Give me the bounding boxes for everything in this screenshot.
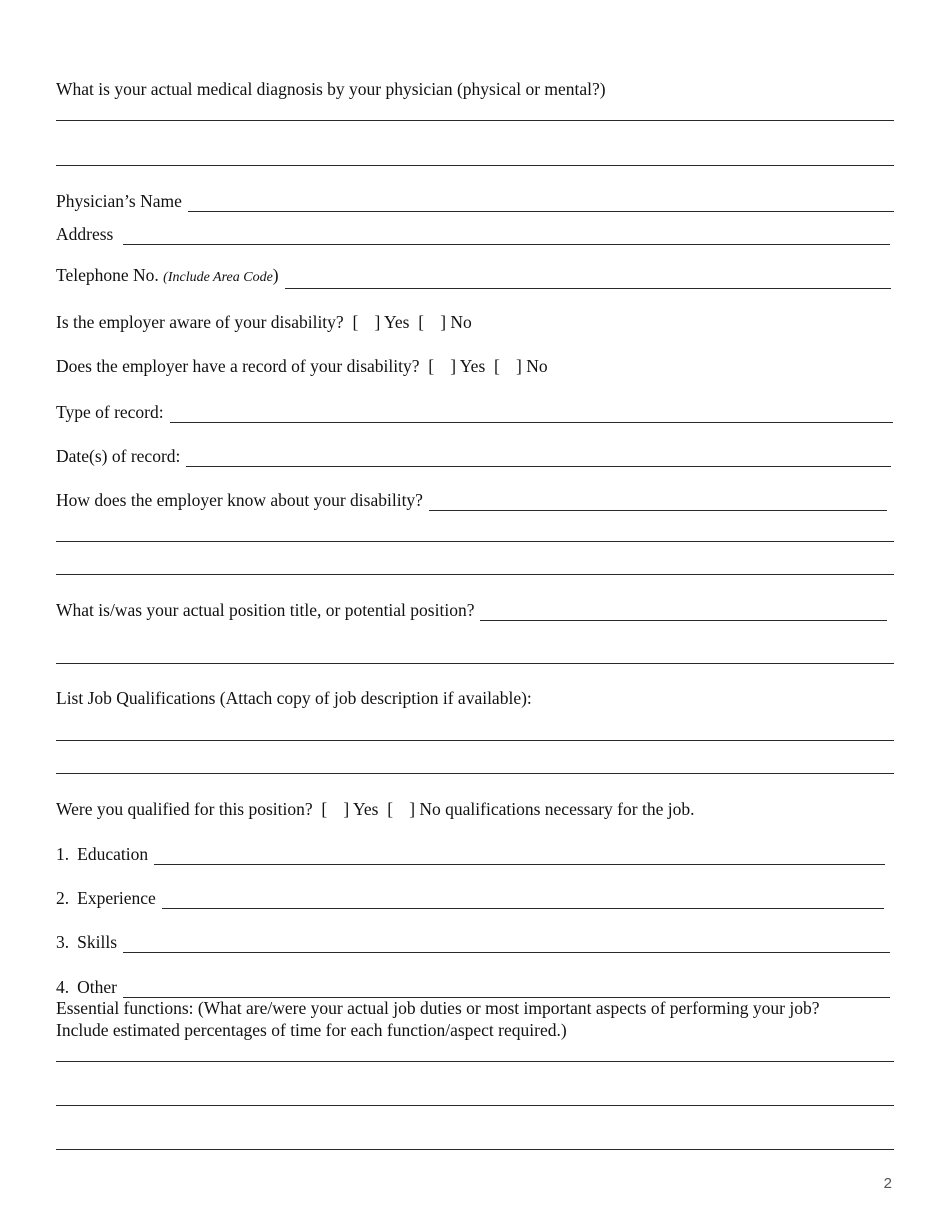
education-number: 1. <box>56 844 70 864</box>
skills-number: 3. <box>56 932 70 952</box>
address-field[interactable] <box>123 226 890 245</box>
essential-functions-line-1: Essential functions: (What are/were your actual job duties or most important aspects of performing your job? <box>56 998 820 1018</box>
employer-aware-no-checkbox[interactable]: [ <box>418 312 425 332</box>
how-know-row <box>56 487 887 511</box>
employer-record-yes-label: ] Yes <box>450 356 486 376</box>
other-row <box>56 974 890 998</box>
essential-functions-field-3[interactable] <box>56 1149 894 1150</box>
how-know-line-3[interactable] <box>56 574 894 575</box>
experience-row <box>56 885 884 909</box>
experience-number: 2. <box>56 888 70 908</box>
diagnosis-line-1[interactable] <box>56 120 894 121</box>
experience-field[interactable] <box>162 890 884 909</box>
type-of-record-row <box>56 399 893 423</box>
qualified-yes-label: ] Yes <box>343 799 379 819</box>
essential-functions-field-1[interactable] <box>56 1061 894 1062</box>
dates-of-record-row <box>56 443 891 467</box>
physician-name-label: Physician’s Name <box>56 191 182 211</box>
job-qualifications-line-2[interactable] <box>56 773 894 774</box>
qualified-label: Were you qualified for this position? <box>56 799 313 819</box>
how-know-field[interactable] <box>429 492 887 511</box>
education-row <box>56 841 885 865</box>
employer-record-yes-checkbox[interactable]: [ <box>428 356 435 376</box>
telephone-label <box>56 264 279 289</box>
type-of-record-label: Type of record: <box>56 402 164 422</box>
physician-name-field[interactable] <box>188 193 894 212</box>
education-label: Education <box>77 844 149 864</box>
how-know-line-2[interactable] <box>56 541 894 542</box>
dates-of-record-label: Date(s) of record: <box>56 446 181 466</box>
skills-field[interactable] <box>123 934 890 953</box>
qualified-no-label: ] No qualifications necessary for the job. <box>409 799 695 819</box>
employer-record-no-checkbox[interactable]: [ <box>494 356 500 376</box>
address-label: Address <box>56 224 114 244</box>
position-title-field[interactable] <box>480 602 887 621</box>
page-number: 2 <box>883 1175 892 1192</box>
employer-aware-yes-checkbox[interactable]: [ <box>352 312 359 332</box>
qualified-yes-checkbox[interactable]: [ <box>321 799 328 819</box>
physician-name-row <box>56 188 894 212</box>
dates-of-record-field[interactable] <box>186 448 891 467</box>
experience-label: Experience <box>77 888 156 908</box>
telephone-note: (Include Area Code <box>163 270 273 285</box>
employer-aware-label: Is the employer aware of your disability? <box>56 312 344 332</box>
essential-functions-field-2[interactable] <box>56 1105 894 1106</box>
qualified-no-checkbox[interactable]: [ <box>387 799 394 819</box>
skills-row <box>56 929 890 953</box>
telephone-label-text: Telephone No. <box>56 265 159 285</box>
address-row <box>56 221 890 245</box>
job-qualifications-line-1[interactable] <box>56 740 894 741</box>
telephone-note-close: ) <box>272 265 279 285</box>
type-of-record-field[interactable] <box>170 404 893 423</box>
telephone-row <box>56 265 891 289</box>
employer-record-row <box>56 355 548 377</box>
skills-label: Skills <box>77 932 118 952</box>
telephone-field[interactable] <box>285 270 891 289</box>
diagnosis-question: What is your actual medical diagnosis by your physician (physical or mental?) <box>56 79 606 99</box>
other-label: Other <box>77 977 117 997</box>
essential-functions-line-2: Include estimated percentages of time for each function/aspect required.) <box>56 1020 567 1040</box>
employer-record-no-label: ] No <box>516 356 548 376</box>
other-number: 4. <box>56 977 70 997</box>
position-title-line-2[interactable] <box>56 663 894 664</box>
employer-record-label: Does the employer have a record of your disability? <box>56 356 420 376</box>
qualified-row <box>56 798 694 820</box>
employer-aware-row <box>56 311 472 333</box>
employer-aware-yes-label: ] Yes <box>374 312 410 332</box>
other-field[interactable] <box>123 979 890 998</box>
job-qualifications-label: List Job Qualifications (Attach copy of job description if available): <box>56 688 532 708</box>
position-title-label: What is/was your actual position title, or potential position? <box>56 600 475 620</box>
education-field[interactable] <box>154 846 885 865</box>
diagnosis-line-2[interactable] <box>56 165 894 166</box>
employer-aware-no-label: ] No <box>440 312 472 332</box>
how-know-label: How does the employer know about your disability? <box>56 490 423 510</box>
position-title-row <box>56 597 887 621</box>
